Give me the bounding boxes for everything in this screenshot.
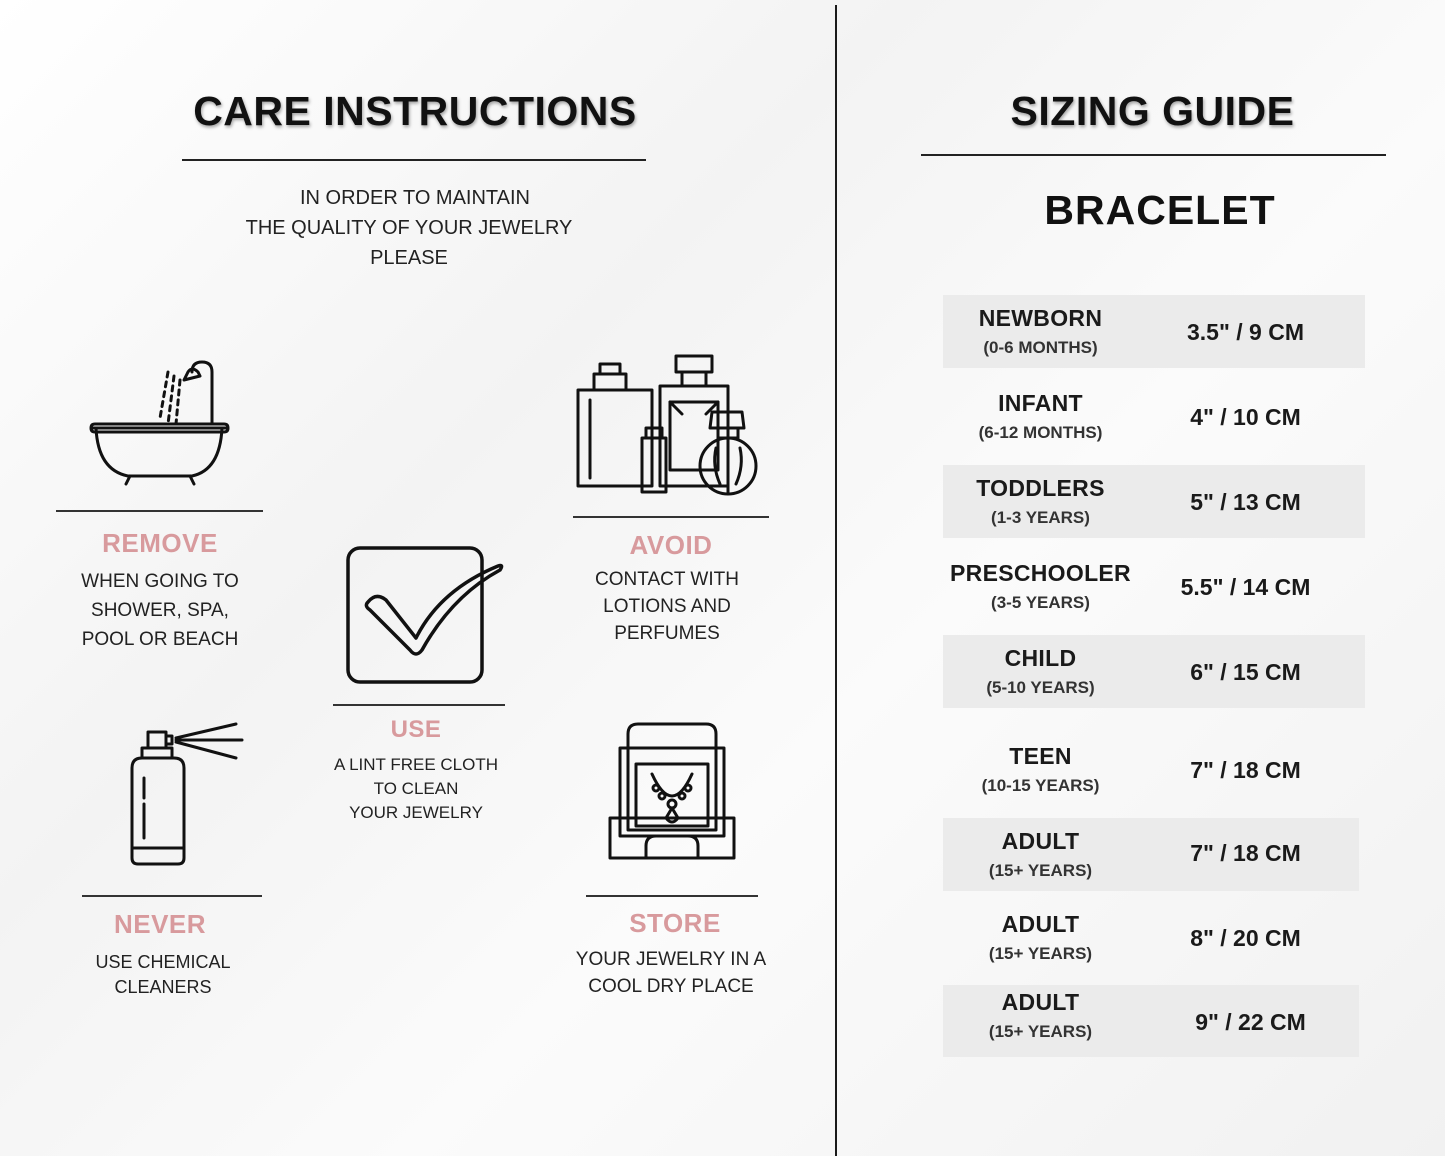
store-heading: STORE: [629, 908, 721, 938]
checkbox-check-icon: [340, 540, 510, 690]
intro-line: IN ORDER TO MAINTAIN: [299, 187, 531, 209]
spray-bottle-icon: [124, 718, 250, 868]
use-rule: [333, 704, 505, 706]
age-range: (10-15 YEARS): [981, 776, 1100, 795]
bracelet-subtitle: BRACELET: [1044, 187, 1276, 233]
desc-line: YOUR JEWELRY IN A: [575, 949, 767, 970]
use-description: [310, 753, 522, 825]
bracelet-size: 6" / 15 CM: [1190, 659, 1301, 685]
desc-line: COOL DRY PLACE: [588, 976, 754, 997]
bracelet-size: 4" / 10 CM: [1190, 404, 1301, 430]
age-range: (15+ YEARS): [988, 1022, 1093, 1041]
desc-line: A LINT FREE CLOTH: [333, 755, 499, 774]
desc-line: SHOWER, SPA,: [91, 600, 229, 621]
never-rule: [82, 895, 262, 897]
desc-line: POOL OR BEACH: [81, 629, 239, 650]
age-group-name: INFANT: [998, 390, 1083, 416]
store-description: [550, 946, 792, 1000]
bracelet-size: 5.5" / 14 CM: [1180, 574, 1311, 600]
bracelet-size: 5" / 13 CM: [1190, 489, 1301, 515]
never-heading: NEVER: [113, 909, 207, 939]
age-range: (6-12 MONTHS): [978, 423, 1103, 442]
age-group-name: ADULT: [1001, 989, 1080, 1015]
bracelet-size: 7" / 18 CM: [1190, 757, 1301, 783]
desc-line: WHEN GOING TO: [81, 571, 239, 592]
avoid-description: [556, 566, 778, 647]
avoid-rule: [573, 516, 769, 518]
sizing-title: SIZING GUIDE: [1010, 88, 1295, 134]
bracelet-size: 7" / 18 CM: [1190, 840, 1301, 866]
perfume-bottles-icon: [572, 352, 764, 498]
avoid-heading: AVOID: [629, 530, 713, 560]
desc-line: USE CHEMICAL: [95, 952, 231, 972]
desc-line: LOTIONS AND: [603, 596, 731, 617]
panel-divider: [835, 5, 837, 1156]
bracelet-size: 3.5" / 9 CM: [1187, 319, 1304, 345]
care-title: CARE INSTRUCTIONS: [193, 88, 637, 134]
intro-line: THE QUALITY OF YOUR JEWELRY: [245, 217, 573, 239]
care-title-rule: [182, 159, 646, 161]
remove-rule: [56, 510, 263, 512]
size-row: [943, 901, 1365, 974]
age-group-name: TODDLERS: [976, 475, 1105, 501]
store-rule: [586, 895, 758, 897]
age-range: (15+ YEARS): [988, 944, 1093, 963]
remove-heading: REMOVE: [102, 528, 218, 558]
sizing-title-rule: [921, 154, 1386, 156]
age-range: (15+ YEARS): [988, 861, 1093, 880]
age-group-name: NEWBORN: [978, 305, 1103, 331]
desc-line: YOUR JEWELRY: [349, 803, 483, 822]
age-range: (1-3 YEARS): [991, 508, 1090, 527]
jewelry-box-icon: [606, 718, 738, 864]
remove-description: [40, 567, 280, 654]
age-range: (0-6 MONTHS): [983, 338, 1098, 357]
age-range: (5-10 YEARS): [986, 678, 1095, 697]
size-row: [943, 635, 1365, 708]
age-group-name: PRESCHOOLER: [950, 560, 1131, 586]
age-group-name: TEEN: [1009, 743, 1072, 769]
desc-line: CONTACT WITH: [595, 569, 739, 590]
age-range: (3-5 YEARS): [991, 593, 1090, 612]
desc-line: CLEANERS: [114, 977, 212, 997]
bracelet-size: 9" / 22 CM: [1195, 1009, 1306, 1035]
size-row: [943, 550, 1365, 623]
size-row: [943, 380, 1365, 453]
use-heading: USE: [390, 716, 442, 743]
intro-line: PLEASE: [370, 247, 448, 269]
care-intro: [190, 183, 640, 273]
age-group-name: CHILD: [1004, 645, 1077, 671]
never-description: [53, 950, 273, 1000]
size-row: [943, 295, 1365, 368]
size-row: [943, 465, 1365, 538]
bathtub-shower-icon: [88, 358, 233, 488]
age-group-name: ADULT: [1001, 828, 1080, 854]
desc-line: PERFUMES: [614, 623, 720, 644]
age-group-name: ADULT: [1001, 911, 1080, 937]
size-row: [943, 818, 1359, 891]
size-row: [943, 733, 1365, 806]
size-row: [943, 985, 1359, 1057]
bracelet-size: 8" / 20 CM: [1190, 925, 1301, 951]
desc-line: TO CLEAN: [373, 779, 459, 798]
